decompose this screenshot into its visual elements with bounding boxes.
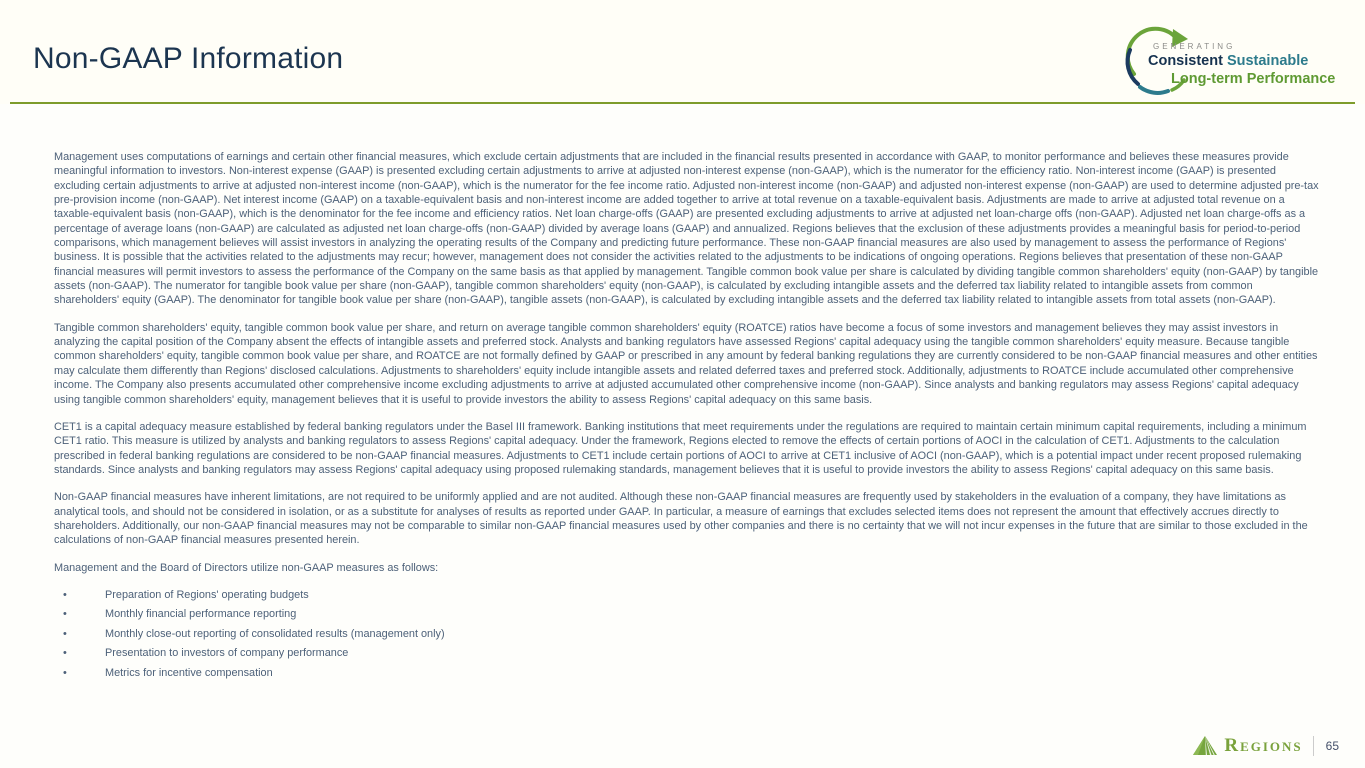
- list-item: [54, 646, 1319, 660]
- paragraph-2: Tangible common shareholders' equity, tangible common book value per share, and return on average tangible common shareholders' equity (ROATCE) ratios have become a focus of some investors and management believes they may assist investors in analyzing the capital position of the Company absent the effects of intangible assets and preferred stock. Analysts and banking regulators have assessed Regions' capital adequacy using the tangible common shareholders' equity measure. Because tangible common shareholders' equity, tangible common book value per share, and ROATCE are not formally defined by GAAP or prescribed in any amount by federal banking regulations they are currently considered to be non-GAAP financial measures and other entities may calculate them differently than Regions' disclosed calculations. Adjustments to shareholders' equity include intangible assets and related deferred taxes and preferred stock. Additionally, adjustments to ROATCE include accumulated other comprehensive income. The Company also presents accumulated other comprehensive income excluding adjustments to arrive at adjusted accumulated other comprehensive income (non-GAAP). Since analysts and banking regulators may assess Regions' capital adequacy using tangible common shareholders' equity, management believes that it is useful to provide investors the ability to assess Regions' capital adequacy on this same basis.: [54, 321, 1318, 406]
- list-item-label: Presentation to investors of company performance: [105, 647, 349, 660]
- list-item: [54, 607, 1319, 621]
- paragraph-3: CET1 is a capital adequacy measure established by federal banking regulators under the Basel III framework. Banking institutions that meet requirements under the regulations are required to maintain certain minimum capital requirements, including a minimum CET1 ratio. This measure is utilized by analysts and banking regulators to assess Regions' capital adequacy. Under the framework, Regions elected to remove the effects of certain portions of AOCI in the calculation of CET1. Adjustments to the calculation prescribed in federal banking regulations are considered to be non-GAAP financial measures. Adjustments to CET1 include certain portions of AOCI to arrive at CET1 inclusive of AOCI (non-GAAP), which is a potential impact under recent proposed rulemaking standards. Since analysts and banking regulators may assess Regions' capital adequacy using proposed rulemaking standards, management believes that it is useful to provide investors the ability to assess Regions' capital adequacy on this same basis.: [54, 420, 1307, 476]
- regions-pyramid-icon: [1193, 735, 1217, 756]
- bullet-icon: •: [63, 608, 67, 621]
- footer-divider: [1313, 736, 1314, 756]
- header-divider-rule: [10, 102, 1355, 104]
- logo-text-sustainable: Sustainable: [1222, 53, 1309, 69]
- bullets-intro: Management and the Board of Directors utilize non-GAAP measures as follows:: [54, 561, 439, 574]
- bullet-icon: •: [63, 627, 67, 640]
- regions-wordmark: Regions: [1224, 735, 1303, 756]
- logo-text-generating: GENERATING: [1153, 42, 1236, 51]
- list-item: [54, 666, 1319, 680]
- logo-text-longterm-performance: Long-term Performance: [1171, 71, 1336, 87]
- list-item-label: Metrics for incentive compensation: [105, 666, 273, 679]
- bullet-icon: •: [63, 647, 67, 660]
- page-number: 65: [1325, 738, 1339, 753]
- bullet-icon: •: [63, 666, 67, 679]
- page-title: Non-GAAP Information: [33, 42, 344, 75]
- slide-footer: [1193, 735, 1339, 756]
- paragraph-1: Management uses computations of earnings and certain other financial measures, which exclude certain adjustments that are included in the financial results presented in accordance with GAAP, to monitor performance and believes these measures provide meaningful information to investors. Non-interest expense (GAAP) is presented excluding certain adjustments to arrive at adjusted non-interest expense (non-GAAP), which is the numerator for the efficiency ratio. Non-interest income (GAAP) is presented excluding certain adjustments to arrive at adjusted non-interest income (non-GAAP), which is the numerator for the fee income ratio. Adjusted non-interest income (non-GAAP) and adjusted non-interest expense (non-GAAP) are used to determine adjusted pre-tax pre-provision income (non-GAAP). Net interest income (GAAP) on a taxable-equivalent basis and non-interest income are added together to arrive at total revenue on a taxable-equivalent basis. Adjustments are made to arrive at adjusted total revenue on a taxable-equivalent basis (non-GAAP), which is the denominator for the fee income and efficiency ratios. Net loan charge-offs (GAAP) are presented excluding adjustments to arrive at adjusted net loan-charge offs (non-GAAP). Adjusted net loan charge-offs as a percentage of average loans (non-GAAP) are calculated as adjusted net loan charge-offs (non-GAAP) divided by average loans (GAAP) and annualized. Regions believes that the exclusion of these adjustments provides a meaningful basis for period-to-period comparisons, which management believes will assist investors in analyzing the operating results of the Company and predicting future performance. These non-GAAP financial measures are also used by management to assess the performance of Regions' business. It is possible that the activities related to the adjustments may recur; however, management does not consider the activities related to the adjustments to be indications of ongoing operations. Regions believes that presentation of these non-GAAP financial measures will permit investors to assess the performance of the Company on the same basis as that applied by management. Tangible common book value per share is calculated by dividing tangible common shareholders' equity (non-GAAP) by tangible assets (non-GAAP). The numerator for tangible book value per share (non-GAAP), tangible common shareholders' equity (non-GAAP), is calculated by excluding intangible assets and the deferred tax liability related to intangible assets from common shareholders' equity (GAAP). The denominator for tangible book value per share (non-GAAP), tangible assets (non-GAAP), is calculated by excluding intangible assets and the deferred tax liability related to intangible assets from total assets (non-GAAP).: [54, 151, 1319, 307]
- bullet-icon: •: [63, 588, 67, 601]
- logo-text-consistent: Consistent: [1148, 53, 1223, 69]
- logo-text-consistent-sustainable: [1148, 53, 1308, 69]
- non-gaap-uses-list: [54, 588, 1319, 680]
- body-text-block: [54, 150, 1319, 685]
- list-item-label: Preparation of Regions' operating budgets: [105, 588, 309, 601]
- list-item-label: Monthly financial performance reporting: [105, 608, 297, 621]
- list-item-label: Monthly close-out reporting of consolidated results (management only): [105, 627, 445, 640]
- generating-performance-logo: [1121, 16, 1336, 100]
- list-item: [54, 627, 1319, 641]
- list-item: [54, 588, 1319, 602]
- paragraph-4: Non-GAAP financial measures have inherent limitations, are not required to be uniformly applied and are not audited. Although these non-GAAP financial measures are frequently used by stakeholders in the evaluation of a company, they have limitations as analytical tools, and should not be considered in isolation, or as a substitute for analyses of results as reported under GAAP. In particular, a measure of earnings that excludes selected items does not represent the amount that effectively accrues directly to shareholders. Additionally, our non-GAAP financial measures may not be comparable to similar non-GAAP financial measures used by other companies and there is no certainty that we will not incur expenses in the future that are similar to those excluded in the calculations of non-GAAP financial measures presented herein.: [54, 491, 1308, 547]
